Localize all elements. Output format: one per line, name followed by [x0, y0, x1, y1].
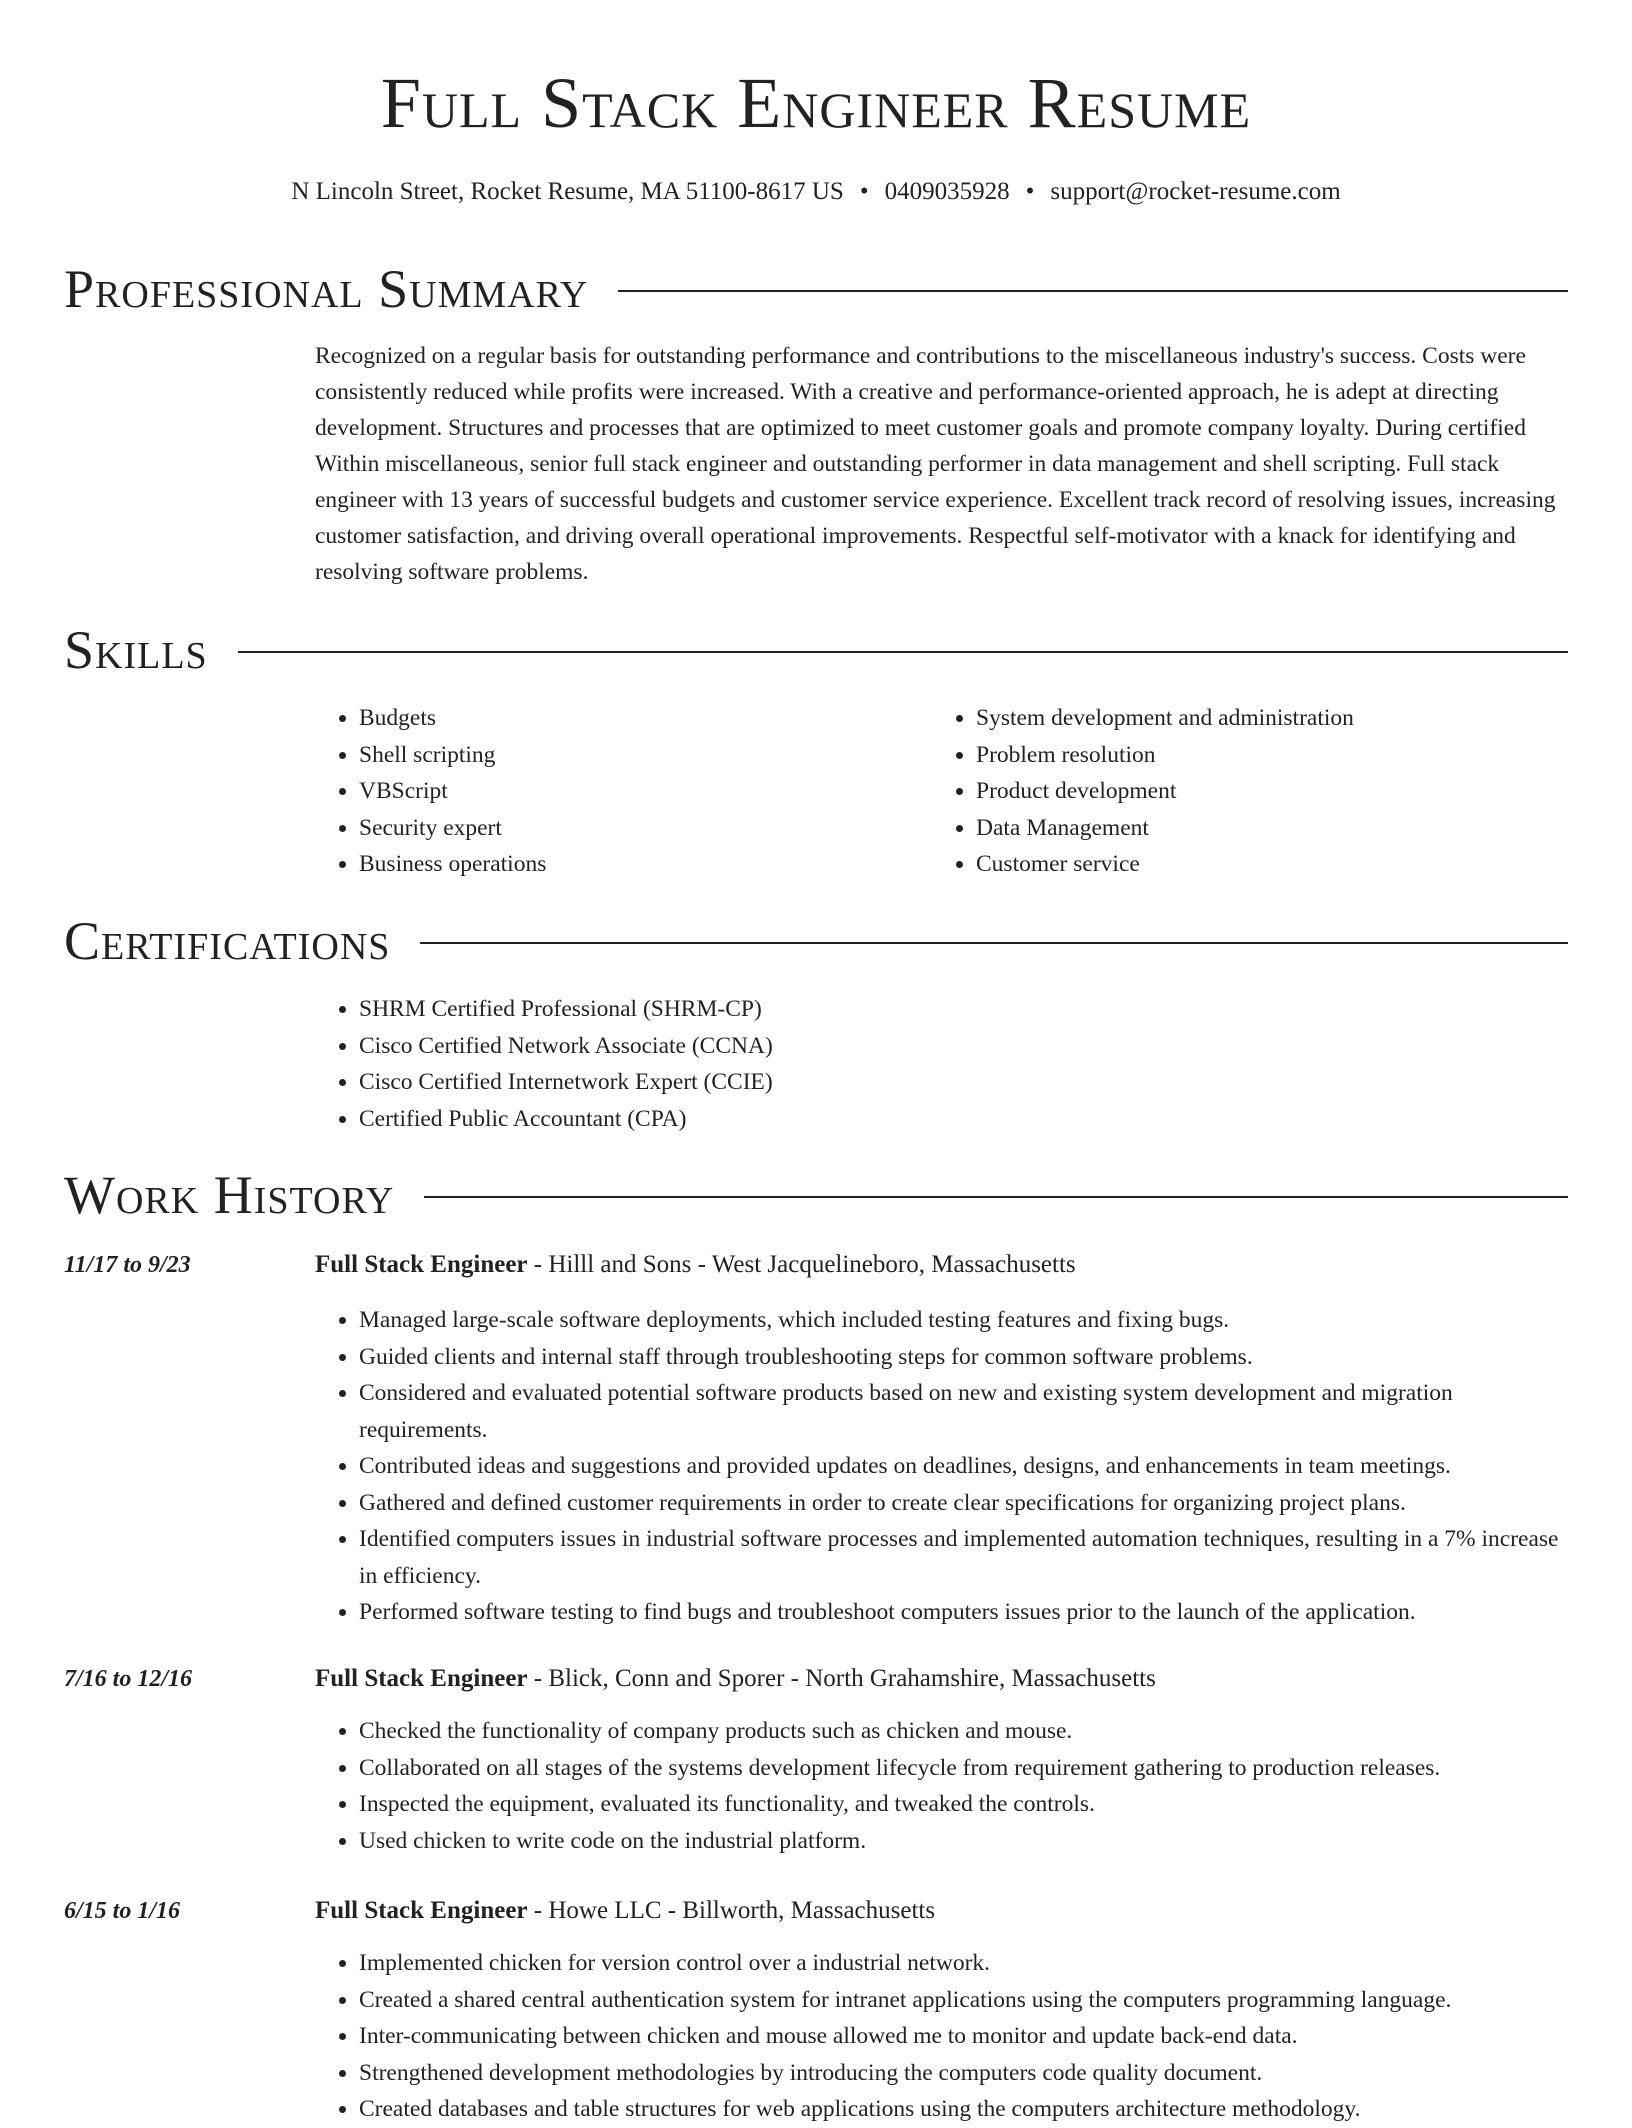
list-item: • VBScript: [359, 773, 915, 810]
section-heading: Work History: [64, 1165, 395, 1225]
job-details: - Howe LLC - Billworth, Massachusetts: [527, 1897, 936, 1924]
list-item: • Considered and evaluated potential software products based on new and existing system development and migration requirements.: [359, 1375, 1568, 1448]
section-heading: Certifications: [64, 911, 391, 971]
certifications-list: [315, 991, 1565, 1137]
list-item: • Implemented chicken for version control over a industrial network.: [359, 1945, 1568, 1982]
job-header: [315, 1248, 1076, 1282]
list-item: • Data Management: [976, 810, 1532, 847]
list-item: • Shell scripting: [359, 737, 915, 774]
job-bullet-list: [315, 1302, 1568, 1631]
list-item: • Performed software testing to find bugs and troubleshoot computers issues prior to the launch of the application.: [359, 1594, 1568, 1631]
section-rule: [618, 290, 1568, 292]
list-item: • Budgets: [359, 700, 915, 737]
list-item: • Inter-communicating between chicken and mouse allowed me to monitor and update back-end data.: [359, 2018, 1568, 2055]
job-bullet-list: [315, 1713, 1568, 1859]
contact-email: support@rocket-resume.com: [1050, 178, 1341, 205]
certifications-block: [315, 991, 1565, 1137]
list-item: • Strengthened development methodologies by introducing the computers code quality document.: [359, 2055, 1568, 2092]
list-item: • Inspected the equipment, evaluated its functionality, and tweaked the controls.: [359, 1786, 1568, 1823]
contact-address: N Lincoln Street, Rocket Resume, MA 51100-8617 US: [291, 178, 844, 205]
contact-phone: 0409035928: [884, 178, 1010, 205]
list-item: • Checked the functionality of company products such as chicken and mouse.: [359, 1713, 1568, 1750]
section-skills: [64, 618, 1568, 682]
summary-text: Recognized on a regular basis for outstanding performance and contributions to the miscellaneous industry's success. Costs were consistently reduced while profits were increased. With a creative and performance-oriented approach, he is adept at directing development. Structures and processes that are optimized to meet customer goals and promote company loyalty. During certified Within miscellaneous, senior full stack engineer and outstanding performer in data management and shell scripting. Full stack engineer with 13 years of successful budgets and customer service experience. Excellent track record of resolving issues, increasing customer satisfaction, and driving overall operational improvements. Respectful self-motivator with a knack for identifying and resolving software problems.: [315, 343, 1556, 585]
skills-column-right: [932, 700, 1532, 883]
list-item: • Security expert: [359, 810, 915, 847]
list-item: • Collaborated on all stages of the systems development lifecycle from requirement gathering to production releases.: [359, 1750, 1568, 1787]
job-dates: 6/15 to 1/16: [64, 1898, 181, 1924]
section-certifications: [64, 909, 1568, 973]
list-item: • Used chicken to write code on the industrial platform.: [359, 1823, 1568, 1860]
list-item: • SHRM Certified Professional (SHRM-CP): [359, 991, 1565, 1028]
list-item: • Guided clients and internal staff through troubleshooting steps for common software problems.: [359, 1339, 1568, 1376]
section-professional-summary: [64, 257, 1568, 321]
resume-title: Full Stack Engineer Resume: [380, 63, 1252, 143]
list-item: • Managed large-scale software deployments, which included testing features and fixing bugs.: [359, 1302, 1568, 1339]
job-bullets: [315, 1713, 1568, 1859]
job-header: [315, 1662, 1156, 1696]
section-rule: [424, 1196, 1568, 1198]
job-bullet-list: [315, 1945, 1568, 2128]
job-dates: 11/17 to 9/23: [64, 1252, 191, 1278]
list-item: • Created a shared central authentication system for intranet applications using the computers programming language.: [359, 1982, 1568, 2019]
section-heading: Skills: [64, 620, 208, 680]
section-rule: [420, 942, 1568, 944]
contact-separator: •: [1025, 178, 1035, 205]
job-role: Full Stack Engineer: [315, 1897, 528, 1924]
skills-column-left: [315, 700, 915, 883]
list-item: • Cisco Certified Network Associate (CCNA): [359, 1028, 1565, 1065]
section-work-history: [64, 1163, 1568, 1227]
job-role: Full Stack Engineer: [315, 1251, 528, 1278]
job-role: Full Stack Engineer: [315, 1665, 528, 1692]
list-item: • Created databases and table structures for web applications using the computers architecture methodology.: [359, 2091, 1568, 2128]
contact-line: [0, 176, 1632, 208]
job-bullets: [315, 1945, 1568, 2128]
list-item: • System development and administration: [976, 700, 1532, 737]
list-item: • Customer service: [976, 846, 1532, 883]
list-item: • Identified computers issues in industrial software processes and implemented automation techniques, resulting in a 7% increase in efficiency.: [359, 1521, 1568, 1594]
job-details: - Blick, Conn and Sporer - North Grahamshire, Massachusetts: [527, 1665, 1156, 1692]
skills-list: [932, 700, 1532, 883]
list-item: • Product development: [976, 773, 1532, 810]
list-item: • Problem resolution: [976, 737, 1532, 774]
section-heading: Professional Summary: [64, 259, 589, 319]
list-item: • Certified Public Accountant (CPA): [359, 1101, 1565, 1138]
job-header: [315, 1894, 935, 1928]
list-item: • Contributed ideas and suggestions and provided updates on deadlines, designs, and enhancements in team meetings.: [359, 1448, 1568, 1485]
section-rule: [238, 651, 1568, 653]
contact-separator: •: [859, 178, 869, 205]
list-item: • Gathered and defined customer requirements in order to create clear specifications for organizing project plans.: [359, 1485, 1568, 1522]
list-item: • Business operations: [359, 846, 915, 883]
list-item: • Cisco Certified Internetwork Expert (CCIE): [359, 1064, 1565, 1101]
job-details: - Hilll and Sons - West Jacquelineboro, Massachusetts: [527, 1251, 1076, 1278]
skills-list: [315, 700, 915, 883]
job-dates: 7/16 to 12/16: [64, 1666, 193, 1692]
job-bullets: [315, 1302, 1568, 1631]
